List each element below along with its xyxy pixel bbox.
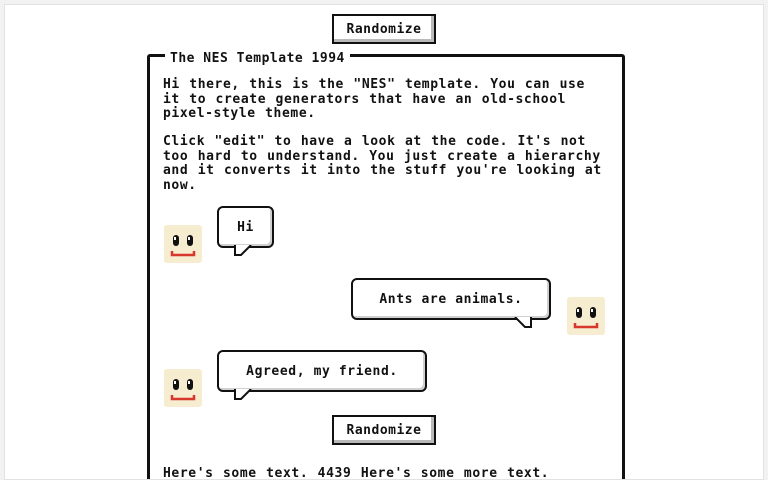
- speech-tail-icon: [233, 245, 255, 257]
- chat-message: Ants are animals.: [379, 291, 523, 307]
- output-paragraph: Here's some text. 4439 Here's some more text.: [163, 466, 550, 480]
- smiley-face-icon: [164, 225, 202, 263]
- randomize-button-top[interactable]: Randomize: [332, 14, 436, 44]
- smiley-face-icon: [164, 369, 202, 407]
- speech-tail-icon: [511, 317, 533, 329]
- chat-bubble-left: [217, 206, 274, 248]
- speech-tail-icon: [233, 389, 255, 401]
- chat-bubble-right: [351, 278, 551, 320]
- page-frame: [4, 4, 764, 480]
- chat-message: Agreed, my friend.: [246, 363, 398, 379]
- smiley-face-icon: [567, 297, 605, 335]
- chat-bubble-left: [217, 350, 427, 392]
- chat-message: Hi: [237, 219, 254, 235]
- intro-paragraph: Hi there, this is the "NES" template. You can use it to create generators that have an old-school pixel-style theme.: [163, 77, 585, 121]
- randomize-button-bottom[interactable]: Randomize: [332, 415, 436, 445]
- edit-paragraph: Click "edit" to have a look at the code. It's not too hard to understand. You just create a hierarchy and it converts it into the stuff you're looking at now.: [163, 134, 602, 193]
- panel-title: The NES Template 1994: [165, 50, 350, 67]
